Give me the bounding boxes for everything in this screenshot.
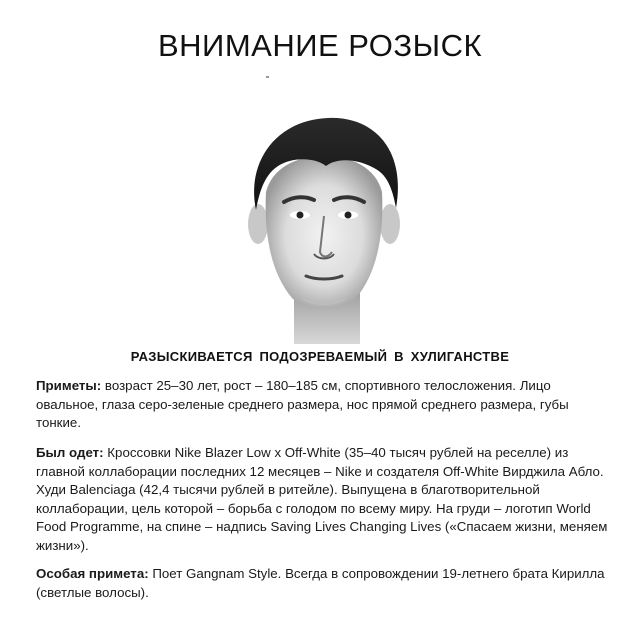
special-sign-label: Особая примета: xyxy=(36,566,149,581)
clothes-paragraph xyxy=(36,444,608,555)
clothes-label: Был одет: xyxy=(36,445,104,460)
poster-title: ВНИМАНИЕ РОЗЫСК xyxy=(157,28,483,63)
special-sign-paragraph xyxy=(36,565,608,602)
decorative-dot xyxy=(266,76,269,78)
wanted-for-subtitle: РАЗЫСКИВАЕТСЯ ПОДОЗРЕВАЕМЫЙ В ХУЛИГАНСТВЕ xyxy=(130,349,510,364)
features-paragraph xyxy=(36,377,608,433)
special-sign-text: Поет Gangnam Style. Всегда в сопровождении 19-летнего брата Кирилла (светлые волосы). xyxy=(36,566,605,600)
features-label: Приметы: xyxy=(36,378,102,393)
clothes-text: Кроссовки Nike Blazer Low x Off-White (35–40 тысяч рублей на реселле) из главной коллаборации последних 12 месяцев – Nike и создателя Off-White Вирджила Абло. Худи Balenciaga (42,4 тысячи рублей в ритейле). Выпущена в благотворительной коллаборации, цель которой – борьба с голодом по всему миру. На груди – логотип World Food Programme, на спине – надпись Saving Lives Changing Lives («Спасаем жизни, меняем жизни»). xyxy=(36,445,608,553)
suspect-portrait-photo xyxy=(236,112,412,344)
features-text: возраст 25–30 лет, рост – 180–185 см, спортивного телосложения. Лицо овальное, глаза серо-зеленые среднего размера, нос прямой среднего размера, губы тонкие. xyxy=(36,378,569,430)
